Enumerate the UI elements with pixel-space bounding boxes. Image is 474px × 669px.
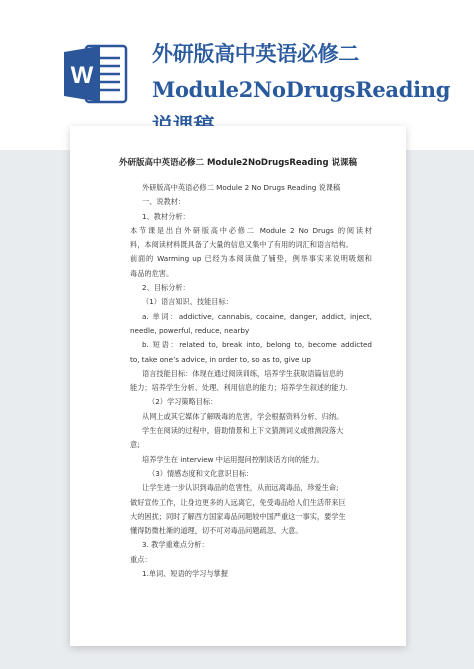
- doc-line: needle, powerful, reduce, nearby: [130, 325, 250, 335]
- doc-line: 学生在阅读的过程中，借助情景和上下文猜测词义或推测段落大: [142, 426, 344, 436]
- doc-line: 大的困扰；同时了解西方国家毒品问题较中国严重这一事实，要学生: [130, 511, 346, 521]
- doc-line: （1）语言知识、技能目标：: [142, 297, 233, 307]
- doc-line: （3）情感态度和文化意识目标：: [148, 468, 254, 478]
- doc-line: 意;: [130, 440, 140, 450]
- word-document-icon: [60, 38, 132, 110]
- word-icon-letter: W: [70, 62, 94, 89]
- doc-line: 让学生进一步认识到毒品的危害性，从而远离毒品，珍爱生命;: [142, 483, 339, 493]
- doc-line: 3. 教学重难点分析：: [142, 540, 209, 550]
- banner-title: 外研版高中英语必修二Module2NoDrugsReading: [152, 41, 451, 102]
- doc-line: 能力；培养学生分析、处理、利用信息的能力；培养学生叙述的能力.: [130, 383, 348, 393]
- document-page: [70, 126, 406, 646]
- doc-line: a. 单词：addictive, cannabis, cocaine, danger, addict, inject,: [142, 311, 372, 321]
- doc-line: 本节课是出自外研版高中必修二 Module 2 No Drugs 的阅读材: [130, 225, 372, 235]
- doc-line: 1.单词、短语的学习与掌握: [142, 569, 228, 579]
- doc-line: 一、说教材：: [142, 197, 186, 207]
- document-body: [130, 181, 372, 581]
- doc-line: 做好宣传工作，让身边更多的人远离它，免受毒品给人们生活带来巨: [130, 497, 346, 507]
- doc-line: to, take one’s advice, in order to, so as to, give up: [130, 354, 311, 364]
- doc-line: 语言技能目标：体现在通过阅读训练，培养学生获取语篇信息的: [142, 368, 344, 378]
- doc-line: 外研版高中英语必修二 Module 2 No Drugs Reading 说课稿: [142, 183, 341, 192]
- doc-line: 重点：: [130, 554, 152, 564]
- doc-line: 从网上或其它媒体了解吸毒的危害，学会根据资料分析、归纳。: [142, 411, 344, 421]
- doc-line: 料，本阅读材料既具备了大量的信息又集中了有用的词汇和语言结构。: [130, 240, 353, 250]
- doc-line: 2、目标分析：: [142, 283, 190, 293]
- doc-line: 前面的 Warming up 已经为本阅读做了铺垫，例举事实来说明吸烟和: [130, 254, 372, 264]
- doc-line: 懂得防微杜渐的道理，切不可对毒品问题疏忽、大意。: [130, 526, 303, 536]
- doc-line: 毒品的危害。: [130, 268, 174, 278]
- doc-line: 1、教材分析：: [142, 211, 190, 221]
- doc-line: 培养学生在 interview 中运用提问控制谈话方向的能力。: [142, 454, 324, 464]
- doc-line: （2）学习策略目标：: [148, 397, 218, 407]
- doc-line: b. 短语：related to, break into, belong to, become addicted: [142, 340, 372, 350]
- document-title: 外研版高中英语必修二 Module2NoDrugsReading 说课稿: [118, 158, 358, 168]
